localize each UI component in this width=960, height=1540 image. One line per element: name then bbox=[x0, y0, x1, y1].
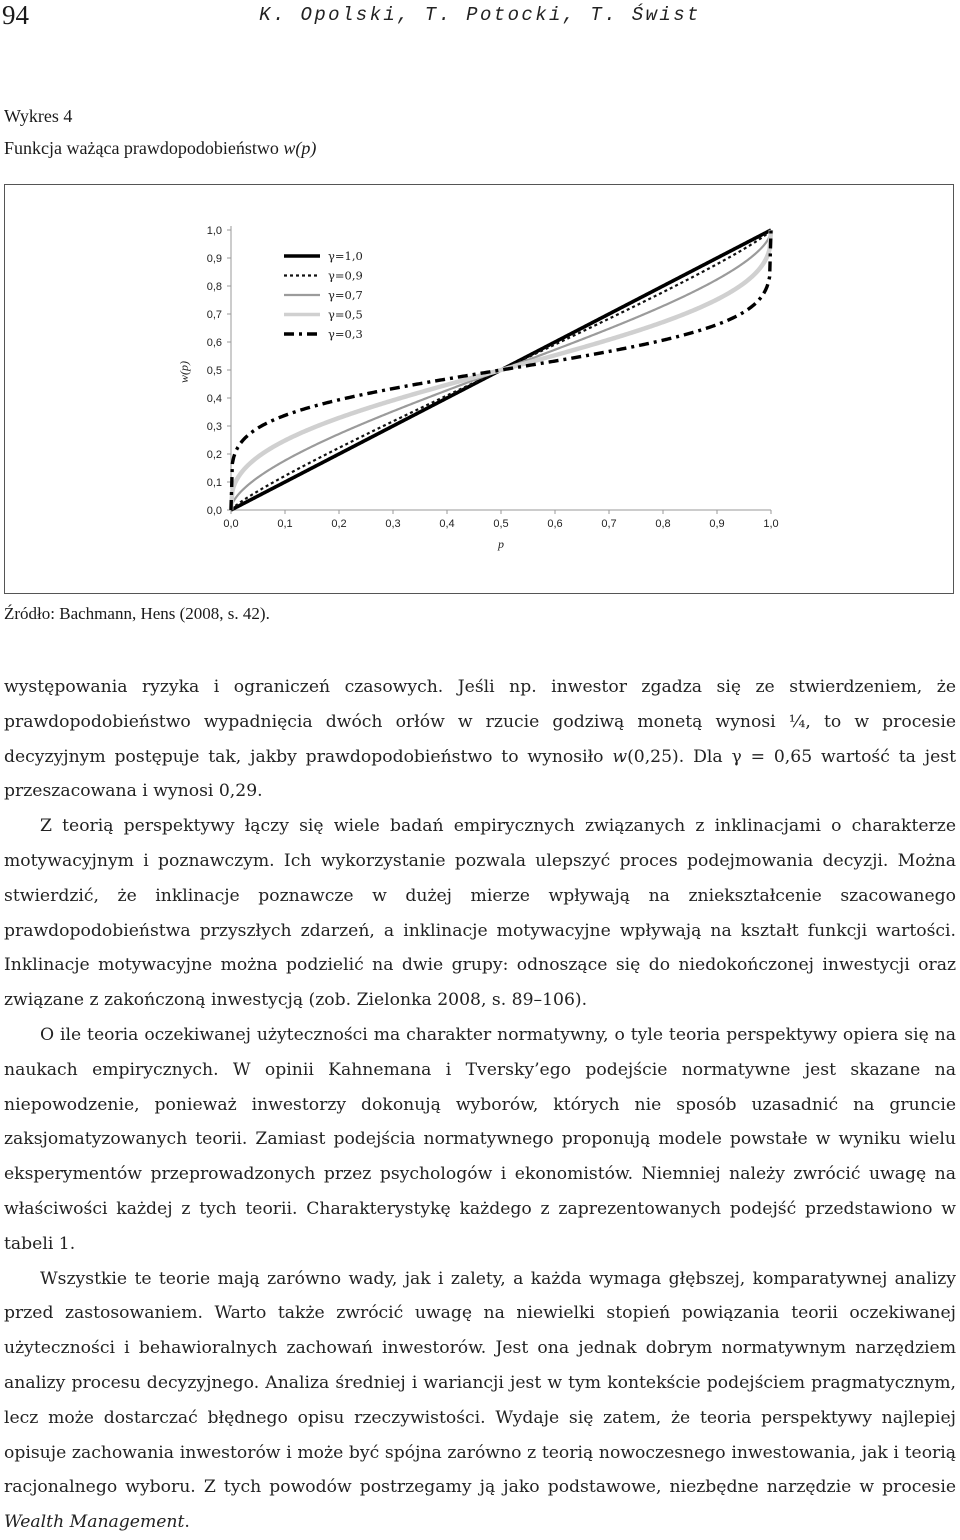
paragraph-2: Z teorią perspektywy łączy się wiele badań empirycznych związanych z inklinacjami o charakterze motywacyjnym i poznawczym. Ich wykorzystanie pozwala ulepszyć proces podejmowania decyzji. Można stwierdzić, że inklinacje poznawcze w dużej mierze wpływają na zniekształcenie szacowanego prawdopodobieństwa przyszłych zdarzeń, a inklinacje motywacyjne wpływają na kształt funkcji wartości. Inklinacje motywacyjne można podzielić na dwie grupy: odnoszące się do niedokończonej inwestycji oraz związane z zakończoną inwestycją (zob. Zielonka 2008, s. 89–106). bbox=[4, 816, 956, 1011]
figure-source: Źródło: Bachmann, Hens (2008, s. 42). bbox=[4, 604, 270, 623]
y-tick-label: 0,8 bbox=[206, 281, 222, 293]
paragraph-3: O ile teoria oczekiwanej użyteczności ma charakter normatywny, o tyle teoria perspektywy opiera się na naukach empirycznych. W opinii Kahnemana i Tversky’ego podejście normatywne jest skazane na niepowodzenie, ponieważ inwestorzy dokonują wyborów, których nie sposób uzasadnić na gruncie zaksjomatyzowanych teorii. Zamiast podejścia normatywnego proponują modele powstałe w wyniku wielu eksperymentów przeprowadzonych przez psychologów i ekonomistów. Niemniej należy zwrócić uwagę na właściwości każdej z tych teorii. Charakterystykę każdego z zaprezentowanych podejść przedstawiono w tabeli 1. bbox=[4, 1024, 956, 1254]
paragraph-1-math: w bbox=[612, 746, 628, 767]
figure-title-math: w(p) bbox=[283, 138, 317, 158]
y-tick-label: 0,3 bbox=[206, 421, 222, 433]
figure-title-text: Funkcja ważąca prawdopodobieństwo bbox=[4, 138, 284, 158]
y-tick-label: 0,5 bbox=[206, 365, 222, 377]
y-axis-label: w(p) bbox=[177, 361, 191, 383]
x-tick-label: 0,0 bbox=[223, 518, 239, 530]
figure-title bbox=[4, 138, 316, 159]
body-text bbox=[4, 670, 956, 1540]
y-tick-label: 0,7 bbox=[206, 309, 222, 321]
running-head: K. Opolski, T. Potocki, T. Świst bbox=[259, 4, 701, 26]
x-tick-label: 0,8 bbox=[655, 518, 671, 530]
y-tick-label: 0,4 bbox=[206, 393, 222, 405]
paragraph-4-text: Wszystkie te teorie mają zarówno wady, jak i zalety, a każda wymaga głębszej, komparatywnej analizy przed zastosowaniem. Warto także zwrócić uwagę na niewielki stopień powiązania teorii oczekiwanej użyteczności i behawioralnych zachowań inwestorów. Jest ona jednak dobrym normatywnym narzędziem analizy procesu decyzyjnego. Analiza średniej i wariancji jest w tym kontekście podejściem pragmatycznym, lecz może dostarczać błędnego opisu rzeczywistości. Wydaje się zatem, że teoria perspektywy najlepiej opisuje zachowania inwestorów i może być spójna zarówno z teorią nowoczesnego inwestowania, jak i teorią racjonalnego wyboru. Z tych powodów postrzegamy ją jako podstawowe, niezbędne narzędzie w procesie bbox=[4, 1268, 956, 1498]
x-tick-label: 0,5 bbox=[493, 518, 509, 530]
y-tick-label: 0,9 bbox=[206, 253, 222, 265]
x-tick-label: 0,3 bbox=[385, 518, 401, 530]
x-tick-label: 0,7 bbox=[601, 518, 617, 530]
y-tick-label: 1,0 bbox=[206, 225, 222, 237]
y-tick-label: 0,0 bbox=[206, 505, 222, 517]
y-tick-label: 0,1 bbox=[206, 477, 222, 489]
paragraph-4-end: . bbox=[184, 1512, 190, 1533]
x-tick-label: 0,1 bbox=[277, 518, 293, 530]
paragraph-4 bbox=[4, 1262, 956, 1540]
x-axis-label: p bbox=[498, 537, 504, 551]
paragraph-4-italic: Wealth Management bbox=[4, 1512, 185, 1533]
y-tick-label: 0,6 bbox=[206, 337, 222, 349]
x-tick-label: 0,9 bbox=[709, 518, 725, 530]
legend-label-3: γ=0,7 bbox=[328, 288, 363, 302]
x-tick-label: 0,6 bbox=[547, 518, 563, 530]
x-tick-label: 0,4 bbox=[439, 518, 455, 530]
paragraph-1-text: występowania ryzyka i ograniczeń czasowych. Jeśli np. inwestor zgadza się ze stwierdzeniem, że prawdopodobieństwo wypadnięcia dwóch orłów w rzucie godziwą monetą wynosi ¼, to w procesie decyzyjnym postępuje tak, jakby prawdopodobieństwo to wynosiło bbox=[4, 677, 956, 767]
paragraph-1 bbox=[4, 670, 956, 809]
chart-frame bbox=[4, 184, 954, 594]
legend-label-5: γ=0,3 bbox=[328, 327, 363, 341]
x-tick-label: 1,0 bbox=[763, 518, 779, 530]
figure-label: Wykres 4 bbox=[4, 106, 73, 126]
y-tick-label: 0,2 bbox=[206, 449, 222, 461]
weighting-function-chart bbox=[5, 185, 953, 593]
legend-label-2: γ=0,9 bbox=[328, 268, 363, 283]
legend-label-1: γ=1,0 bbox=[328, 249, 363, 263]
page-number: 94 bbox=[2, 0, 29, 30]
x-tick-label: 0,2 bbox=[331, 518, 347, 530]
paragraph-1-rest: (0,25). Dla γ = 0,65 wartość ta jest przeszacowana i wynosi 0,29. bbox=[4, 746, 956, 802]
legend-label-4: γ=0,5 bbox=[328, 307, 363, 322]
